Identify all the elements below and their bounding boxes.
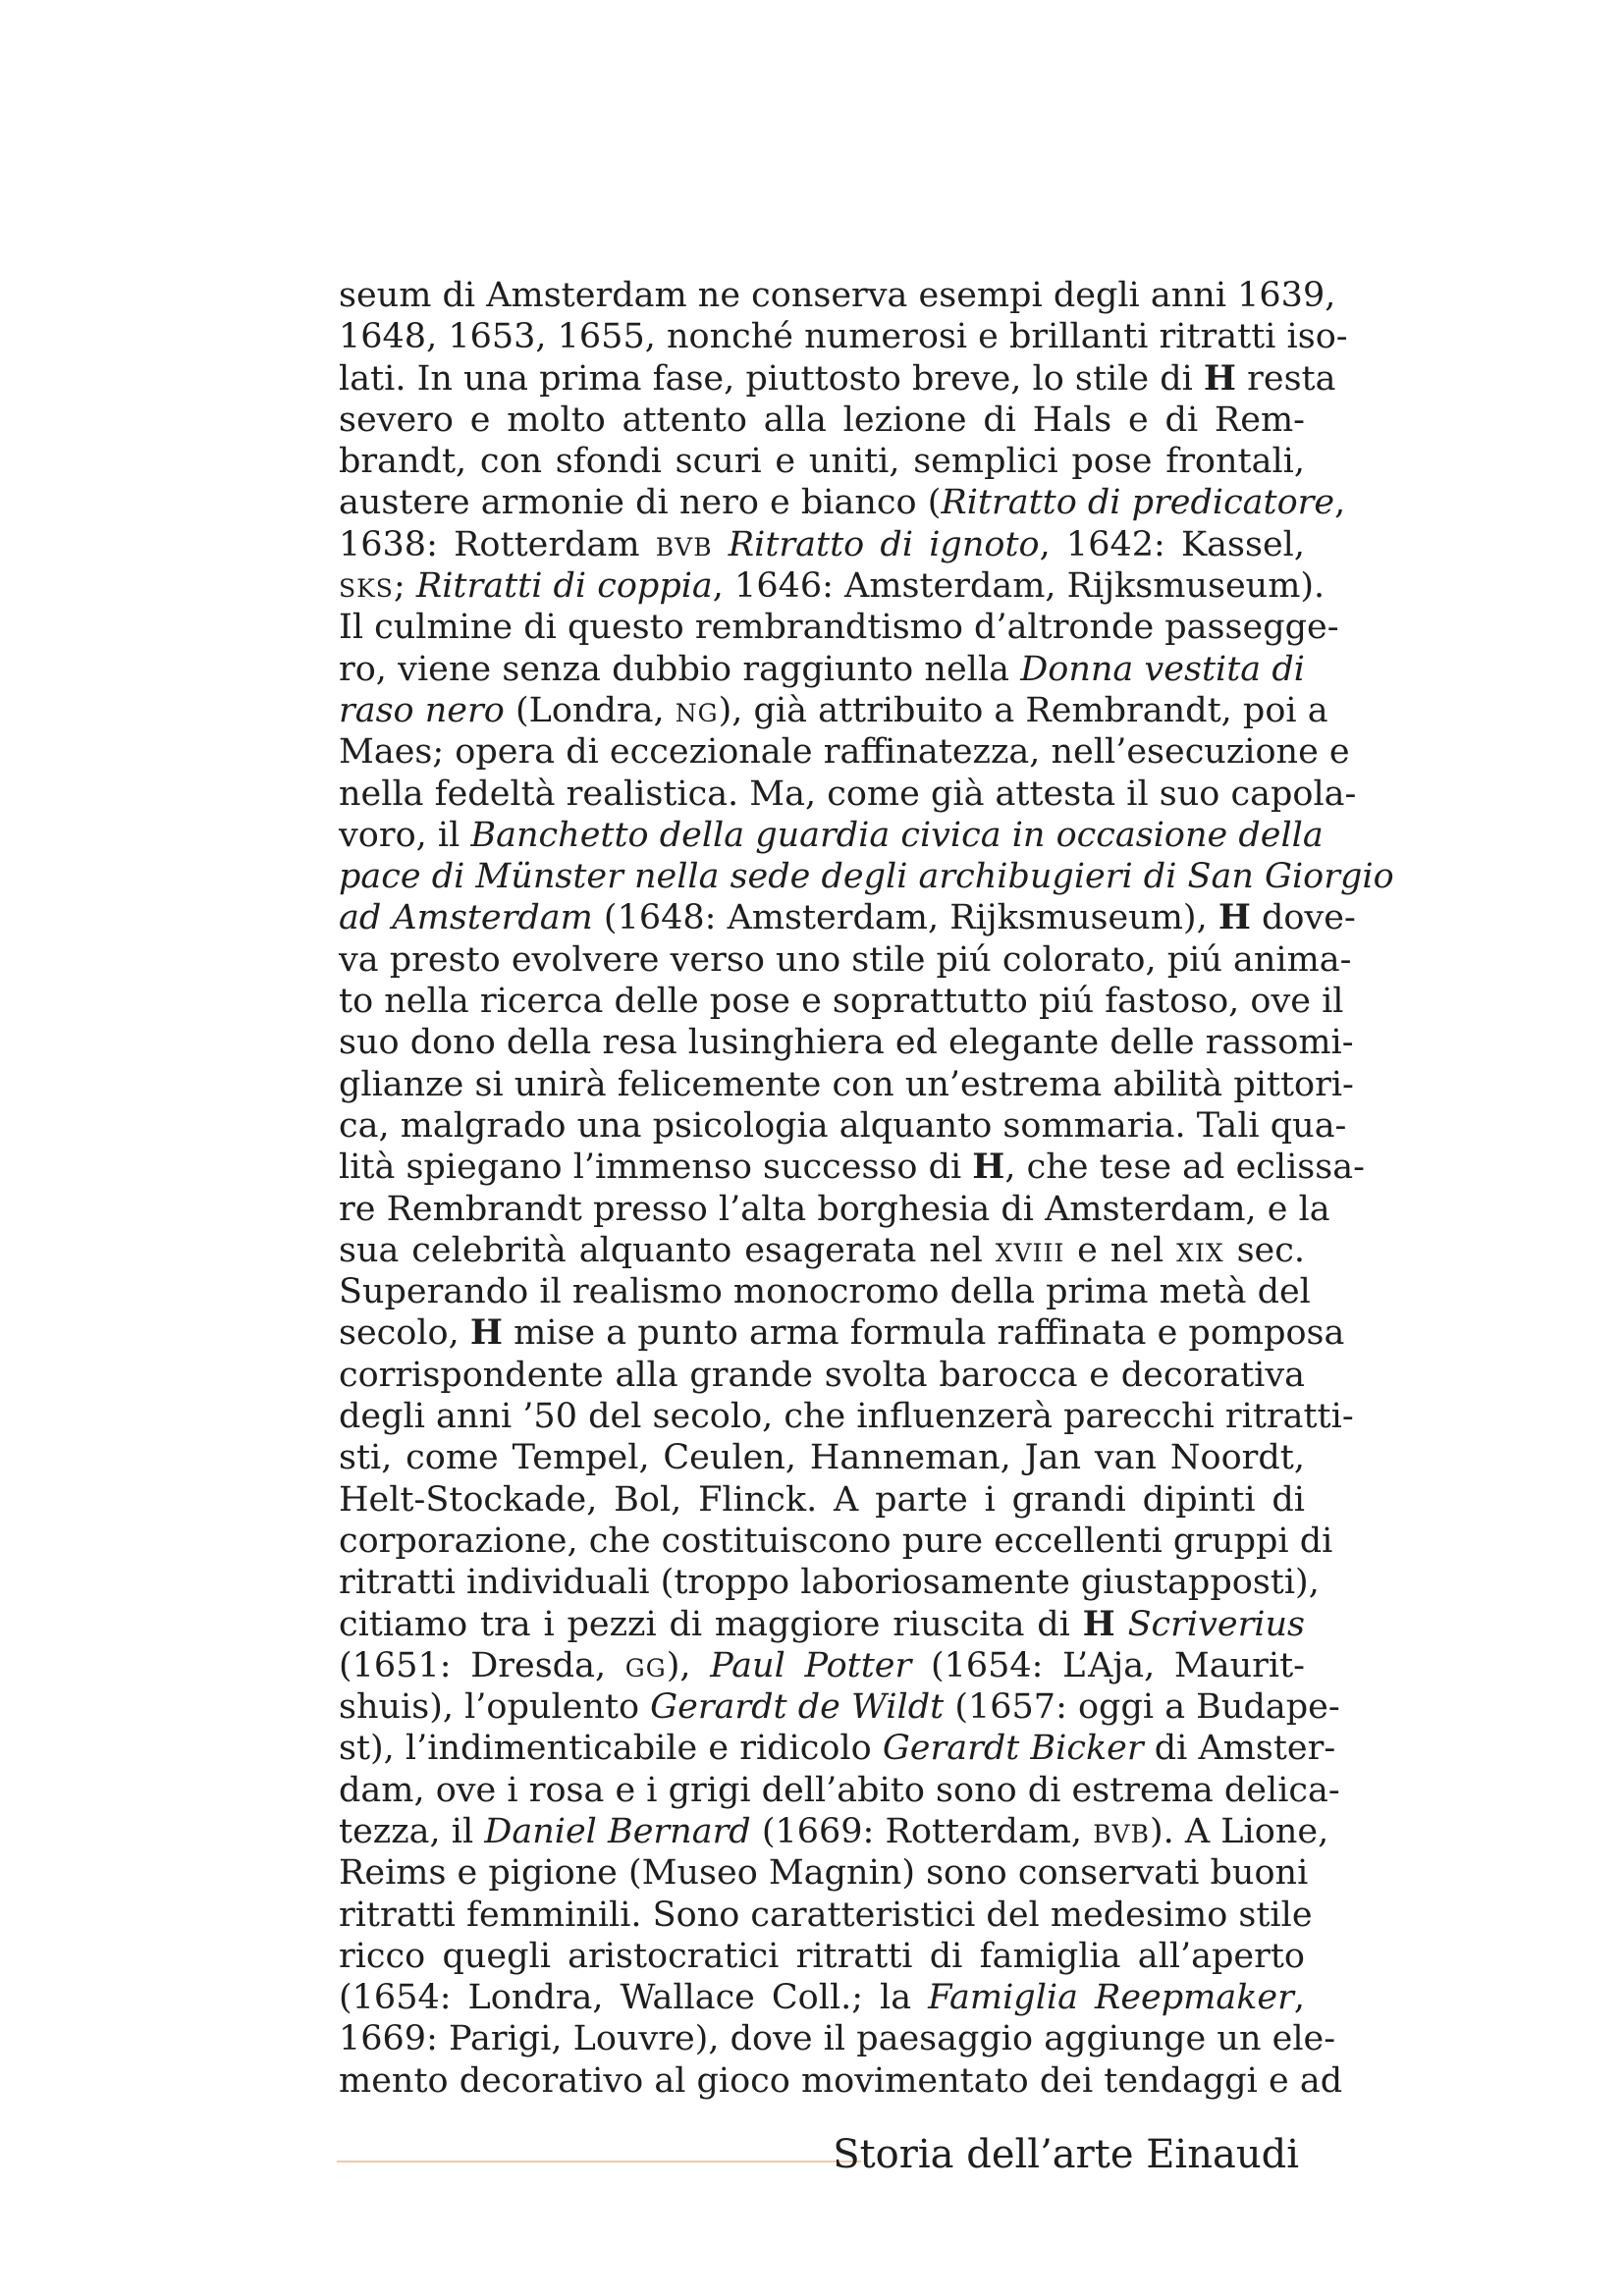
text-run: (1651: Dresda, [339,1645,625,1685]
text-line [339,357,1336,400]
text-line [339,1936,1305,1977]
small-caps-abbrev: SKS [339,574,394,604]
text-run: (1654: Londra, Wallace Coll.; la [339,1978,929,2018]
text-line [339,565,1325,607]
text-run: sti, come Tempel, Ceulen, Hanneman, Jan van Noordt, [339,1438,1305,1478]
text-line [339,1355,1305,1396]
text-run: Helt-Stockade, Bol, Flinck. A parte i grandi dipinti di [339,1479,1305,1520]
text-line [339,1105,1347,1147]
text-line [339,275,1336,316]
bold-abbrev: H [1082,1603,1115,1644]
text-run: , [1334,483,1346,523]
text-line [339,1770,1340,1811]
text-run: lità spiegano l’immenso successo di [339,1148,973,1188]
text-run: dam, ove i rosa e i grigi dell’abito sono di estrema delica- [339,1770,1340,1810]
italic-title: Paul Potter [710,1645,912,1685]
small-caps-abbrev: BVB [1093,1819,1150,1848]
text-line [339,815,1324,856]
text-run: di Amster- [1143,1729,1336,1769]
text-line [339,607,1339,648]
text-run: va presto evolvere verso uno stile piú colorato, piú anima- [339,939,1352,980]
text-run: Maes; opera di eccezionale raffinatezza, nell’esecuzione e [339,732,1350,773]
italic-title: Daniel Bernard [484,1811,751,1851]
text-run: ; [393,566,416,607]
text-run: , [1293,1978,1305,2018]
text-run [1115,1605,1128,1644]
italic-title: Gerardt de Wildt [650,1687,945,1728]
text-run: voro, il [339,815,471,855]
text-run: nella fedeltà realistica. Ma, come già attesta il suo capola- [339,774,1357,814]
text-run: 1669: Parigi, Louvre), dove il paesaggio aggiunge un ele- [339,2019,1336,2059]
text-run: degli anni ’50 del secolo, che influenzerà parecchi ritratti- [339,1397,1354,1437]
text-run [713,525,729,564]
text-line [339,774,1357,815]
text-run: 1648, 1653, 1655, nonché numerosi e brillanti ritratti iso- [339,317,1348,357]
text-line [339,1230,1305,1271]
text-line [339,482,1346,523]
text-line [339,1521,1333,1562]
text-run: sec. [1223,1230,1305,1270]
text-run: sua celebrità alquanto esagerata nel [339,1230,996,1270]
text-run: (1648: Amsterdam, Rijksmuseum), [592,898,1218,938]
text-run: , 1642: Kassel, [1039,524,1305,564]
footer-series-title: Storia dell’arte Einaudi [833,2132,1299,2177]
text-run: ro, viene senza dubbio raggiunto nella [339,649,1021,689]
text-line [339,1645,1305,1686]
italic-title: pace di Münster nella sede degli archibugieri di San Giorgio [339,857,1394,897]
text-run: Reims e pigione (Museo Magnin) sono conservati buoni [339,1853,1309,1894]
text-line [339,2060,1343,2102]
text-run: glianze si unirà felicemente con un’estrema abilità pittori- [339,1064,1354,1104]
text-run: ), già attribuito a Rembrandt, poi a [718,690,1328,730]
text-run: 1638: Rotterdam [339,524,656,564]
text-run: ritratti femminili. Sono caratteristici del medesimo stile [339,1895,1313,1935]
text-line [339,441,1305,482]
italic-title: Gerardt Bicker [882,1729,1144,1769]
italic-title: Donna vestita di [1020,649,1305,689]
text-line [339,1728,1336,1769]
text-run: ricco quegli aristocratici ritratti di famiglia all’aperto [339,1936,1305,1976]
italic-title: Ritratto di ignoto [728,524,1040,564]
small-caps-abbrev: BVB [655,532,713,561]
text-line [339,649,1305,690]
text-line [339,897,1356,938]
text-line [339,690,1328,731]
text-run: ritratti individuali (troppo laboriosamente giustapposti), [339,1563,1320,1603]
text-run: (1654: L’Aja, Maurit- [911,1645,1305,1685]
text-run: (Londra, [504,690,676,730]
body-text [339,275,1394,2102]
text-run: mento decorativo al gioco movimentato dei tendaggi e ad [339,2060,1343,2101]
italic-title: Banchetto della guardia civica in occasione della [470,815,1324,855]
italic-title: Ritratti di coppia [415,566,713,607]
text-run: seum di Amsterdam ne conserva esempi degli anni 1639, [339,276,1336,315]
text-line [339,1895,1313,1936]
text-line [339,400,1305,441]
text-line [339,1562,1320,1603]
bold-abbrev: H [1217,897,1251,938]
text-run: shuis), l’opulento [339,1687,651,1728]
text-run: st), l’indimenticabile e ridicolo [339,1729,883,1769]
text-line [339,1686,1340,1728]
text-line [339,981,1344,1022]
text-line [339,939,1352,981]
text-run: Superando il realismo monocromo della prima metà del [339,1272,1311,1312]
italic-title: Scriverius [1127,1604,1305,1644]
text-line [339,856,1394,897]
text-run: resta [1236,358,1336,399]
text-line [339,316,1348,357]
text-line [339,1479,1305,1521]
text-line [339,1396,1354,1437]
text-run: (1657: oggi a Budape- [944,1687,1340,1728]
small-caps-abbrev: XIX [1176,1238,1224,1267]
text-run: re Rembrandt presso l’alta borghesia di Amsterdam, e la [339,1189,1330,1229]
text-line [339,1312,1345,1354]
text-run: suo dono della resa lusinghiera ed elegante delle rassomi- [339,1023,1354,1063]
text-run: brandt, con sfondi scuri e uniti, semplici pose frontali, [339,442,1305,482]
text-line [339,1977,1305,2018]
text-run: tezza, il [339,1811,485,1851]
text-run: secolo, [339,1313,470,1354]
text-line [339,1271,1311,1312]
text-line [339,1189,1330,1230]
text-line [339,2018,1336,2059]
bold-abbrev: H [972,1147,1005,1188]
footer-divider [337,2161,861,2163]
italic-title: Ritratto di predicatore [941,483,1335,523]
text-run: austere armonie di nero e bianco ( [339,483,942,523]
text-run: e nel [1064,1230,1177,1270]
bold-abbrev: H [1203,357,1236,399]
text-run: ). A Lione, [1150,1811,1329,1851]
bold-abbrev: H [469,1312,503,1354]
text-run: severo e molto attento alla lezione di Hals e di Rem- [339,400,1305,440]
text-run: , 1646: Amsterdam, Rijksmuseum). [712,566,1325,607]
text-run: ca, malgrado una psicologia alquanto sommaria. Tali qua- [339,1105,1347,1146]
italic-title: ad Amsterdam [339,898,593,938]
text-run: to nella ricerca delle pose e soprattutto piú fastoso, ove il [339,982,1344,1022]
text-run: ), [666,1645,711,1685]
small-caps-abbrev: GG [624,1653,667,1682]
text-line [339,1022,1354,1063]
text-run: , che tese ad eclissa- [1004,1148,1365,1188]
text-run: dove- [1250,898,1356,938]
text-line [339,1437,1305,1478]
text-line [339,1064,1354,1105]
text-run: (1669: Rotterdam, [750,1811,1094,1851]
small-caps-abbrev: XVIII [995,1238,1065,1267]
text-run: Il culmine di questo rembrandtismo d’altronde passegge- [339,608,1339,648]
text-run: mise a punto arma formula raffinata e pomposa [502,1313,1345,1354]
text-run: lati. In una prima fase, piuttosto breve, lo stile di [339,358,1204,399]
text-line [339,1604,1305,1645]
text-run: citiamo tra i pezzi di maggiore riuscita di [339,1604,1083,1644]
text-line [339,1852,1309,1894]
text-run: corporazione, che costituiscono pure eccellenti gruppi di [339,1521,1333,1561]
text-line [339,731,1350,773]
text-line [339,1147,1365,1188]
small-caps-abbrev: NG [675,698,719,727]
text-run: corrispondente alla grande svolta barocca e decorativa [339,1355,1305,1395]
italic-title: raso nero [339,690,505,730]
text-line [339,524,1305,565]
text-line [339,1811,1329,1852]
italic-title: Famiglia Reepmaker [928,1978,1294,2018]
